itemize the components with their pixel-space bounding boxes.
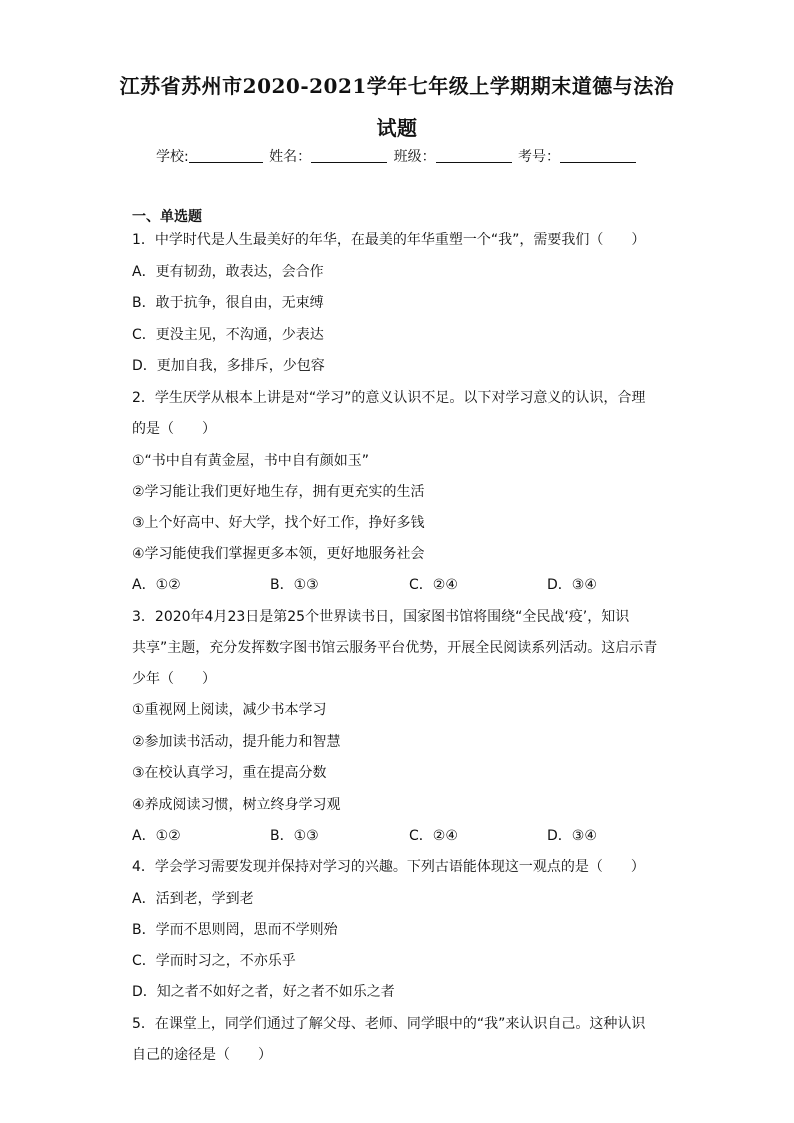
q3-statement-4: ④养成阅读习惯，树立终身学习观 <box>132 797 341 813</box>
name-label: 姓名： <box>269 149 312 165</box>
q2-statement-1: ①“书中自有黄金屋，书中自有颜如玉” <box>132 453 370 469</box>
q3-stem-line-3: 少年（ ） <box>132 671 216 687</box>
q5-stem-line-2: 自己的途径是（ ） <box>132 1047 272 1063</box>
student-info-row <box>0 146 794 166</box>
q2-option-a: A．①② <box>132 577 181 593</box>
class-blank <box>436 148 512 163</box>
q3-option-d: D．③④ <box>547 828 597 844</box>
section-title: 一、单选题 <box>132 209 202 225</box>
exam-title-line-2: 试题 <box>376 116 418 140</box>
q2-statement-2: ②学习能让我们更好地生存，拥有更充实的生活 <box>132 484 425 500</box>
q3-statement-3: ③在校认真学习，重在提高分数 <box>132 765 327 781</box>
name-blank <box>311 148 387 163</box>
q2-option-c: C．②④ <box>409 577 458 593</box>
q1-option-c: C．更没主见，不沟通，少表达 <box>132 327 324 343</box>
q4-option-b: B．学而不思则罔，思而不学则殆 <box>132 922 338 938</box>
q2-option-b: B．①③ <box>270 577 319 593</box>
exam-number-label: 考号： <box>518 149 561 165</box>
q5-stem-line-1: 5．在课堂上，同学们通过了解父母、老师、同学眼中的“我”来认识自己。这种认识 <box>132 1016 646 1032</box>
q4-option-d: D．知之者不如好之者，好之者不如乐之者 <box>132 984 395 1000</box>
q4-option-a: A．活到老，学到老 <box>132 891 254 907</box>
exam-title-line-1: 江苏省苏州市2020-2021学年七年级上学期期末道德与法治 <box>119 74 675 98</box>
q1-stem: 1．中学时代是人生最美好的年华，在最美的年华重塑一个“我”，需要我们（ ） <box>132 232 646 248</box>
class-label: 班级： <box>393 149 436 165</box>
q4-option-c: C．学而时习之，不亦乐乎 <box>132 953 296 969</box>
exam-number-blank <box>560 148 636 163</box>
q2-stem-line-2: 的是（ ） <box>132 421 216 437</box>
q3-option-a: A．①② <box>132 828 181 844</box>
q3-stem-line-2: 共享”主题，充分发挥数字图书馆云服务平台优势，开展全民阅读系列活动。这启示青 <box>132 640 658 656</box>
q2-statement-4: ④学习能使我们掌握更多本领，更好地服务社会 <box>132 546 425 562</box>
q1-option-b: B．敢于抗争，很自由，无束缚 <box>132 295 324 311</box>
q4-stem: 4．学会学习需要发现并保持对学习的兴趣。下列古语能体现这一观点的是（ ） <box>132 859 645 875</box>
q3-statement-2: ②参加读书活动，提升能力和智慧 <box>132 734 341 750</box>
q3-stem-line-1: 3．2020年4月23日是第25个世界读书日，国家图书馆将围绕“全民战‘疫’，知识 <box>132 609 630 625</box>
q2-stem-line-1: 2．学生厌学从根本上讲是对“学习”的意义认识不足。以下对学习意义的认识，合理 <box>132 390 646 406</box>
school-label: 学校: <box>155 149 189 165</box>
q2-statement-3: ③上个好高中、好大学，找个好工作，挣好多钱 <box>132 515 425 531</box>
q3-option-b: B．①③ <box>270 828 319 844</box>
q3-statement-1: ①重视网上阅读，减少书本学习 <box>132 702 327 718</box>
q1-option-a: A．更有韧劲，敢表达，会合作 <box>132 264 324 280</box>
q1-option-d: D．更加自我，多排斥，少包容 <box>132 358 325 374</box>
q3-option-c: C．②④ <box>409 828 458 844</box>
q2-option-d: D．③④ <box>547 577 597 593</box>
school-blank <box>189 148 263 163</box>
